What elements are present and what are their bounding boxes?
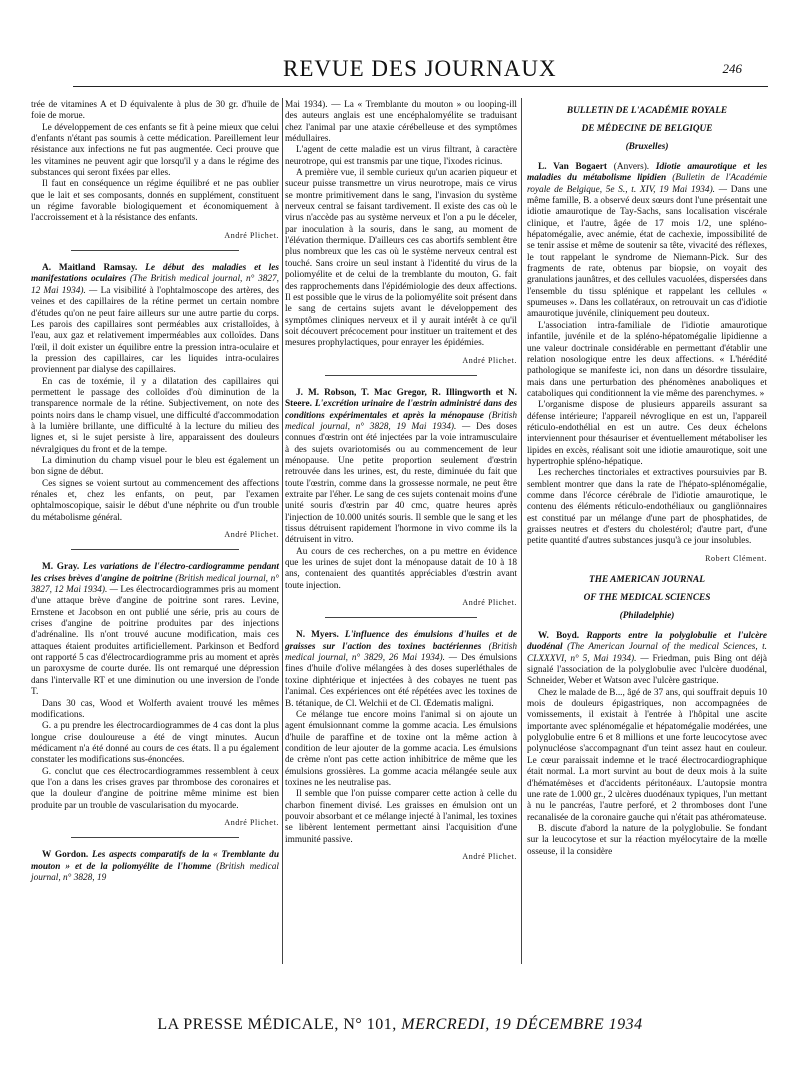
article-reference: (The British medical journal, n° 3827, 12 Mai 1934). —: [31, 274, 279, 296]
page-footer: [0, 1016, 800, 1034]
paragraph: L'agent de cette maladie est un virus filtrant, à caractère neurotrope, qui est transmis par une tique, l'ixodes ricinus.: [285, 145, 517, 167]
signature: André Plichet.: [224, 530, 279, 540]
signature: André Plichet.: [462, 851, 517, 861]
article-author: W Gordon.: [42, 850, 89, 861]
footer-date: MERCREDI, 19 DÉCEMBRE 1934: [401, 1016, 643, 1033]
section-heading: THE AMERICAN JOURNAL: [589, 575, 705, 586]
paragraph: Mai 1934). — La « Tremblante du mouton » ou looping-ill des auteurs anglais est une encéphalomyélite se traduisant chez l'animal par une ataxie cérébelleuse et des symptômes médullaires.: [285, 100, 517, 145]
section-city: (Bruxelles): [625, 142, 669, 152]
article-reference: (British medical journal, n° 3827, 12 Mai 1934). —: [31, 573, 279, 596]
article-reference: (The American Journal of the medical Sciences, t. CLXXXVI, n° 5, Mai 1934). —: [527, 642, 768, 664]
article-heading: [285, 630, 517, 709]
signature: Robert Clément.: [705, 553, 767, 563]
article-title: Rapports entre la polyglobulie et l'ulcère duodénal: [527, 631, 768, 653]
article-lead: Les électrocardiogrammes pris au moment d'une attaque brève d'angine de poitrine sont rares. Levine, Ernstene et Jacobson en ont publié une série, pris au cours de crises d'angine de poitrine produites par des injections d'adrénaline. Ils n'ont trouvé aucune modification, mais ces attaques étaient produites artificiellement. Parkinson et Bedford ont rapporté 5 cas d'électrocardiogramme pris au moment et après un paroxysme de courte durée. Ils ont remarqué une dépression dans l'intervalle RT et une diminution ou une inversion de l'onde T.: [31, 585, 279, 698]
article-author-place: (Anvers).: [613, 162, 650, 172]
article-lead: Des émulsions fines d'huile d'olive mélangées à des doses superléthales de toxine diphtérique et injectées à des cobayes ne tuent pas l'animal. Ces expériences ont été répétées avec les toxines de B. tétanique, de Cl. Welchii et de Cl. Œdematis maligni.: [285, 653, 517, 709]
article-author: N. Myers.: [296, 630, 339, 641]
paragraph: A première vue, il semble curieux qu'un acarien piqueur et suceur puisse transmettre un virus neurotrope, mais ce virus se montre primitivement dans le sang, l'invasion du système nerveux central se faisant tardivement. Il existe des cas où le virus n'accède pas au système nerveux et l'on a pu le déceler, par inoculation à la souris, dans le sang, au moment de l'élévation thermique. D'ailleurs ces cas abortifs semblent être plus nombreux que les cas où le système nerveux central est touché. Sans croire un seul instant à l'identité du virus de la poliomyélite et de celui de la tremblante du mouton, G. fait des rapprochements dans l'épidémiologie des deux affections. Il est possible que le virus de la poliomyélite soit présent dans le sang de certains sujets avant le développement des symptômes cliniques nerveux et il y aurait intérêt à ce qu'il soit découvert précocement pour instituer un traitement et des mesures prophylactiques, pour enrayer les épidémies.: [285, 168, 517, 349]
column-divider: [282, 98, 283, 964]
article-reference: (British medical journal, n° 3829, 26 Mai 1934). —: [285, 641, 518, 664]
paragraph: G. conclut que ces électrocardiogrammes ressemblent à ceux que l'on a dans les crises graves par thrombose des coronaires et que la douleur d'angine de poitrine même minime est bien produite par un trouble de vascularisation du myocarde.: [31, 766, 279, 811]
article-title: Les aspects comparatifs de la « Tremblante du mouton » et de la poliomyélite de l'homme: [31, 850, 279, 872]
paragraph: Au cours de ces recherches, on a pu mettre en évidence que les urines de sujet dont la ménopause datait de 10 à 18 ans, contenaient des quantités appréciables d'œstrin avant toute injection.: [285, 546, 517, 591]
article-lead: La visibilité à l'ophtalmoscope des artères, des veines et des capillaires de la rétine permet un certain nombre d'études qu'on ne peut faire ailleurs sur une autre partie du corps. Les parois des capillaires sont perméables aux cristalloïdes, à l'eau, aux gaz et relativement imperméables aux colloïdes. Dans l'œil, il doit exister un équilibre entre la pression intra-oculaire et la pression des capillaires, car les liquides intra-oculaires proviennent par dialyse des capillaires.: [31, 285, 280, 376]
paragraph: Il semble que l'on puisse comparer cette action à celle du charbon finement divisé. Les graisses en émulsion ont un pouvoir absorbant et ce mélange injecté à l'animal, les toxines se libèrent lentement permettant ainsi l'acquisition d'une immunité passive.: [285, 789, 517, 845]
journal-section-title: REVUE DES JOURNAUX: [283, 56, 557, 81]
paragraph: Ce mélange tue encore moins l'animal si on ajoute un agent émulsionnant comme la gomme acacia. Les émulsions d'huile de paraffine et de toxine ont la même action à condition de leur ajouter de la gomme acacia. Les émulsions de crème n'ont pas cette action inhibitrice de même que les émulsions grossières. La gomme acacia mélangée seule aux toxines ne les neutralise pas.: [285, 709, 517, 788]
article-title: Les variations de l'électro-cardiogramme pendant les crises brèves d'angine de poitrine: [31, 562, 280, 584]
article-divider: [325, 375, 477, 376]
article-reference: (British medical journal, n° 3828, 19: [31, 861, 280, 883]
column-2: [285, 100, 517, 871]
signature: André Plichet.: [224, 230, 279, 240]
article-title: Idiotie amaurotique et les maladies du métabolisme lipidien: [527, 162, 768, 184]
article-author: J. M. Robson, T. Mac Gregor, R. Illingworth et N. Steere.: [285, 387, 517, 410]
article-author: M. Gray.: [42, 562, 80, 573]
article-divider: [71, 549, 239, 550]
article-divider: [325, 617, 477, 618]
column-1: [31, 100, 279, 884]
article-heading: [527, 162, 767, 321]
paragraph: Ces signes se voient surtout au commencement des affections rénales et, chez les enfants, on peut, par l'examen ophtalmoscopique, saisir le début d'une néphrite ou d'un trouble du métabolisme général.: [31, 478, 279, 523]
article-heading: [31, 263, 279, 376]
article-divider: [71, 250, 239, 251]
article-title: L'excrétion urinaire de l'œstrin administré dans des conditions expérimentales et après la ménopause: [285, 399, 518, 421]
column-3: [527, 100, 767, 858]
paragraph: Il faut en conséquence un régime équilibré et ne pas oublier que le lait et ses composants, donnés en supplément, constituent un régime favorable biologiquement et économiquement à l'accroissement et à la résistance des enfants.: [31, 179, 279, 224]
paragraph: G. a pu prendre les électrocardiogrammes de 4 cas dont la plus longue crise douloureuse a été de vingt minutes. Aucun médicament n'a été donné au cours de ces états. Il a pu également constater les modifications sus-énoncées.: [31, 721, 279, 766]
footer-journal: LA PRESSE MÉDICALE, N° 101,: [157, 1016, 397, 1033]
paragraph: L'organisme dispose de plusieurs appareils assurant sa défense intérieure; l'appareil névroglique en est un, l'appareil réticulo-endothélial en est un autre. Ces deux échelons interviennent pour thésauriser et éventuellement métaboliser les lipides en excès, réalisant soit une idiotie amaurotique, soit une hypertrophie spléno-hépatique.: [527, 400, 767, 467]
article-heading: [31, 562, 279, 698]
page-header: [73, 56, 768, 87]
paragraph: Le développement de ces enfants se fit à peine mieux que celui d'enfants n'étant pas soumis à cette médication. Pareillement leur résistance aux infections ne fut pas augmentée. Ceci prouve que les vitamines ne peuvent agir que lorsqu'il y a dans le régime des substances qui seront fixées par elles.: [31, 122, 279, 179]
section-heading: OF THE MEDICAL SCIENCES: [583, 593, 711, 604]
paragraph: En cas de toxémie, il y a dilatation des capillaires qui permettent le passage des colloïdes d'où diminution de la transparence normale de la rétine. Subjectivement, on note des points noirs dans le champ visuel, une difficulté d'accommodation à la lumière brillante, une difficulté à la lecture du milieu des lignes et, si le sujet persiste à lire, apparaissent des douleurs névralgiques du front et de la tempe.: [31, 376, 279, 455]
section-heading: DE MÉDECINE DE BELGIQUE: [581, 124, 713, 134]
article-reference: (British medical journal, n° 3828, 19 Mai 1934). —: [285, 410, 518, 432]
section-heading: BULLETIN DE L'ACADÉMIE ROYALE: [566, 106, 728, 116]
article-author: L. Van Bogaert: [538, 162, 608, 172]
paragraph: trée de vitamines A et D équivalente à plus de 30 gr. d'huile de foie de morue.: [31, 100, 279, 122]
paragraph: La diminution du champ visuel pour le bleu est également un bon signe de début.: [31, 455, 279, 478]
paragraph: L'association intra-familiale de l'idiotie amaurotique infantile, juvénile et de la spléno-hépatomégalie lipidienne a une valeur doctrinale considérable en permettant d'établir une relation nosologique entre les deux affections. « L'hérédité pathologique se manifeste ici, non dans un désordre tissulaire, mais dans une perturbation des phénomènes anaboliques et cataboliques qui conditionnent la vie même des parenchymes. »: [527, 320, 767, 399]
article-reference: (Bulletin de l'Académie royale de Belgique, 5e S., t. XIV, 19 Mai 1934). —: [527, 173, 767, 195]
article-heading: [31, 850, 279, 884]
column-divider: [521, 98, 522, 964]
article-title: Le début des maladies et les manifestations oculaires: [31, 263, 279, 285]
paragraph: B. discute d'abord la nature de la polyglobulie. Se fondant sur la leucocytose et sur la réaction myélocytaire de la mœlle osseuse, il la considère: [527, 823, 767, 857]
article-lead: Dans une même famille, B. a observé deux sœurs dont l'une présentait une idiotie amaurotique de Tay-Sachs, sans localisation viscérale clinique, et l'autre, âgée de 17 mois 1/2, une spléno-hépatomégalie, avec anémie, état de cachexie, impossibilité de se tenir assise et même de soutenir sa tête, vivacité des réflexes, le tout rappelant le syndrome de Niemann-Pick. Sur des fragments de rate, obtenus par biopsie, on voyait des granulations jaunâtres, et des cellules vacuolées, dispersées dans l'ensemble du tissu splénique et rappelant les cellules « spumeuses ». Dans les collatéraux, on retrouvait un cas d'idiotie amaurotique juvénile, cliniquement peu douteux.: [527, 184, 767, 320]
signature: André Plichet.: [462, 598, 517, 608]
article-divider: [71, 837, 239, 838]
article-heading: [527, 631, 767, 688]
signature: André Plichet.: [224, 817, 279, 827]
paragraph: Les recherches tinctoriales et extractives poursuivies par B. semblent montrer que dans la rate de l'hépato-splénomégalie, comme dans l'écorce cérébrale de l'idiotie amaurotique, le contenu des éléments réticulo-endothéliaux ou gangliönnaires est constitué par un mélange d'une part de phosphatides, de graisses neutres et d'esters du cholestérol; d'autre part, d'une petite quantité d'autres substances jusqu'à ce jour insolubles.: [527, 468, 767, 547]
article-author: W. Boyd.: [538, 631, 580, 642]
article-lead: Friedman, puis Bing ont déjà signalé l'association de la polyglobulie avec l'ulcère duodénal, Schneider, Weber et Watson avec l'ulcère gastrique.: [527, 653, 767, 687]
page-number: 246: [722, 61, 742, 76]
signature: André Plichet.: [462, 355, 517, 365]
article-author: A. Maitland Ramsay.: [42, 263, 138, 274]
section-city: (Philadelphie): [619, 611, 675, 622]
article-title: L'influence des émulsions d'huiles et de graisses sur l'action des toxines bactériennes: [285, 630, 518, 652]
paragraph: Dans 30 cas, Wood et Wolferth avaient trouvé les mêmes modifications.: [31, 698, 279, 720]
article-heading: [285, 388, 517, 547]
paragraph: Chez le malade de B..., âgé de 37 ans, qui souffrait depuis 10 mois de douleurs épigastriques, non accompagnées de vomissements, il existait à l'entrée à l'hôpital une ascite importante avec splénomégalie et hépatomégalie modérées, une polyglobulie entre 6 et 8 millions et une forte leucocytose avec polynucléose s'accompagnant d'un teint assez haut en couleur. Le cœur paraissait indemne et le tracé électrocardiographique était normal. La mort survint au bout de deux mois à la suite d'hématémèses et d'accidents péritonéaux. L'autopsie montra une rate de 1.000 gr., 2 ulcères duodénaux typiques, l'un mettant à nu le pancréas, l'autre perforé, et 2 thromboses dont l'une recanalisée de la coronaire gauche qui n'était pas athéromateuse.: [527, 687, 767, 823]
article-lead: Des doses connues d'œstrin ont été injectées par la voie intramusculaire à des sujets ovariotomisés ou au commencement de leur ménopause. Une petite proportion seulement d'œstrin retrouvée dans les urines, est, du reste, diminuée du fait que toute l'œstrin, comme dans la grossesse normale, ne peut être extraite par l'éher. Le sang de ces sujets contenait moins d'une unité souris d'œstrin par 40 cmc, quatre heures après l'injection de 10.000 unités souris. Il semble que le sang et les tissus détruisent rapidement l'hormone in vivo comme ils la détruisent in vitro.: [285, 421, 517, 546]
